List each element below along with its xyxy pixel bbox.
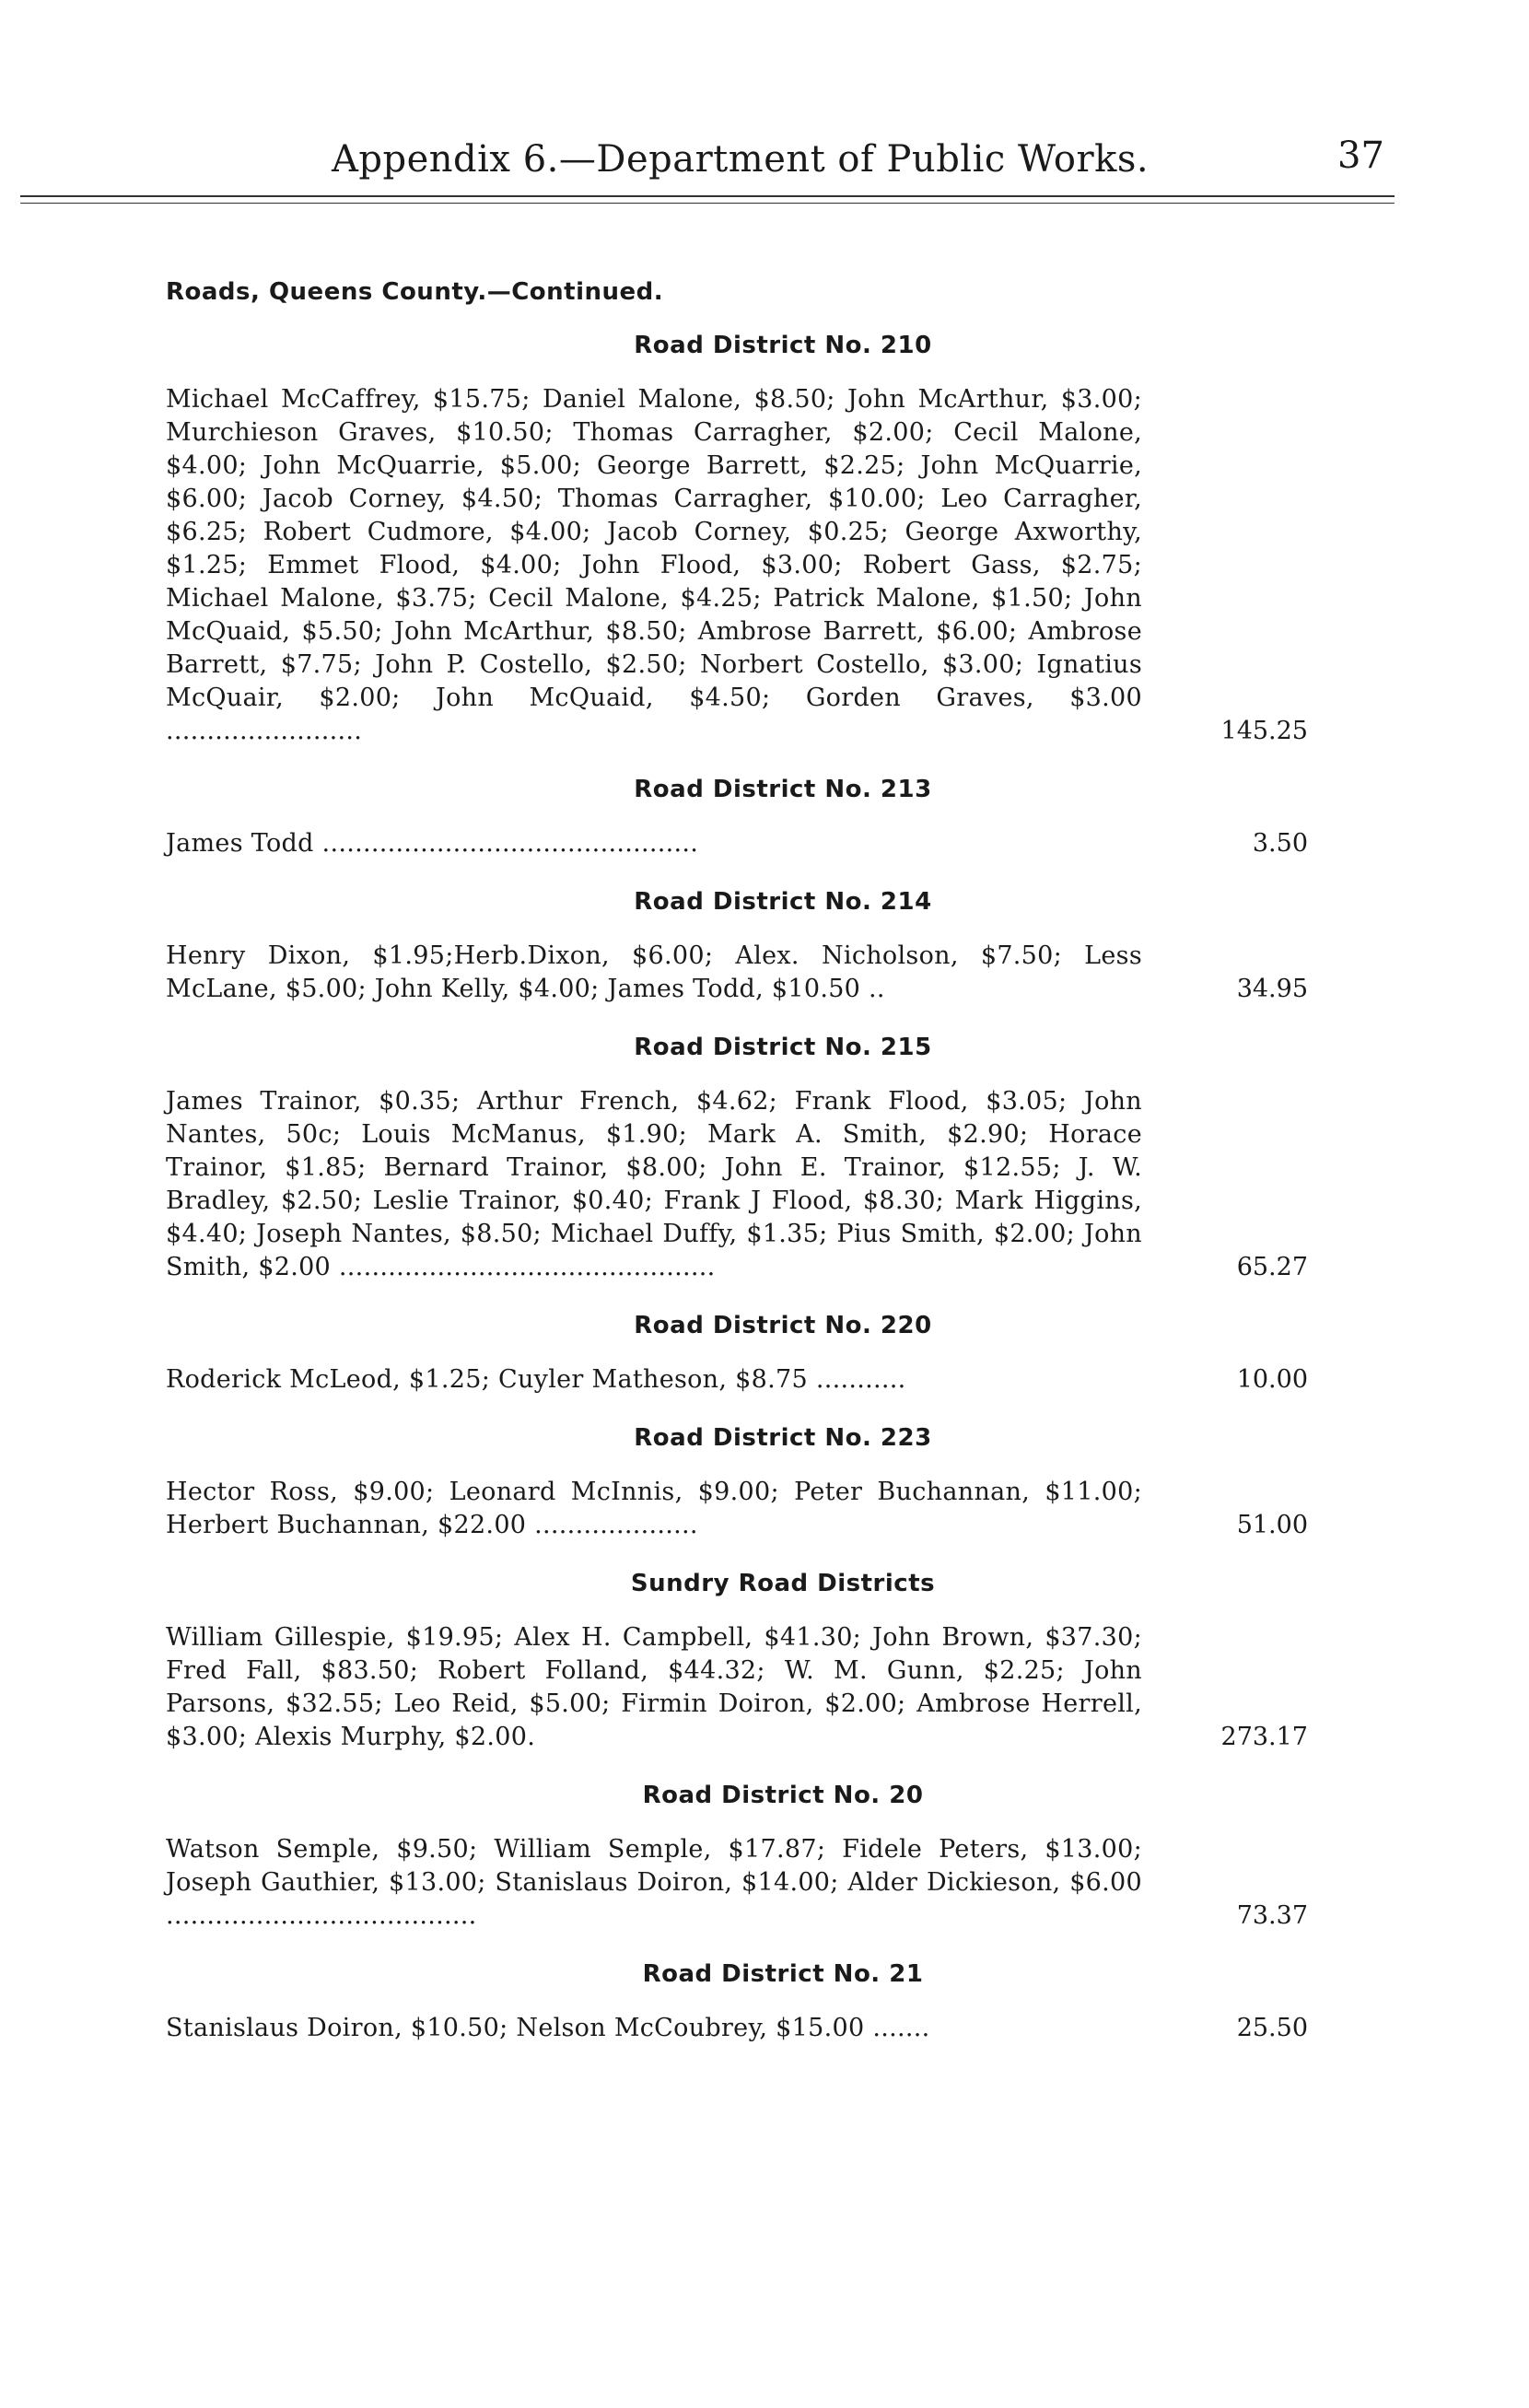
district-total: 65.27 (1236, 1253, 1308, 1281)
district-heading: Road District No. 215 (634, 1034, 932, 1061)
district-entry (166, 1621, 1317, 1754)
district-entry (166, 1833, 1317, 1933)
payee-list: Michael McCaffrey, $15.75; Daniel Malone, $8.50; John McArthur, $3.00; Murchieson Graves, $10.50; Thomas Carragher, $2.00; Cecil Malone, $4.00; John McQuarrie, $5.00; George Barrett, $2.25; John McQuarrie, $6.00; Jacob Corney, $4.50; Thomas Carragher, $10.00; Leo Carragher, $6.25; Robert Cudmore, $4.00; Jacob Corney, $0.25; George Axworthy, $1.25; Emmet Flood, $4.00; John Flood, $3.00; Robert Gass, $2.75; Michael Malone, $3.75; Cecil Malone, $4.25; Patrick Malone, $1.50; John McQuaid, $5.50; John McArthur, $8.50; Ambrose Barrett, $6.00; Ambrose Barrett, $7.75; John P. Costello, $2.50; Norbert Costello, $3.00; Ignatius McQuair, $2.00; John McQuaid, $4.50; Gorden Graves, $3.00 ........................ (166, 385, 1142, 745)
district-215 (166, 1034, 1317, 1284)
payee-list: Hector Ross, $9.00; Leonard McInnis, $9.00; Peter Buchannan, $11.00; Herbert Buchannan, $22.00 .................... (166, 1478, 1142, 1539)
section-title: Roads, Queens County.—Continued. (166, 278, 664, 306)
district-entry (166, 383, 1317, 748)
district-213 (166, 776, 1317, 860)
district-heading: Road District No. 220 (634, 1312, 932, 1339)
district-heading: Road District No. 213 (634, 776, 932, 803)
district-heading: Sundry Road Districts (630, 1570, 936, 1597)
district-total: 25.50 (1236, 2014, 1308, 2042)
district-entry (166, 1476, 1317, 1542)
district-heading: Road District No. 214 (634, 888, 932, 916)
district-21 (166, 1960, 1317, 2045)
header-rule (20, 195, 1395, 197)
payee-list: James Trainor, $0.35; Arthur French, $4.62; Frank Flood, $3.05; John Nantes, 50c; Louis McManus, $1.90; Mark A. Smith, $2.90; Horace Trainor, $1.85; Bernard Trainor, $8.00; John E. Trainor, $12.55; J. W. Bradley, $2.50; Leslie Trainor, $0.40; Frank J Flood, $8.30; Mark Higgins, $4.40; Joseph Nantes, $8.50; Michael Duffy, $1.35; Pius Smith, $2.00; John Smith, $2.00 .............................................. (166, 1087, 1142, 1281)
district-223 (166, 1424, 1317, 1542)
page-number: 37 (1337, 134, 1384, 177)
district-214 (166, 888, 1317, 1006)
payee-list: William Gillespie, $19.95; Alex H. Campbell, $41.30; John Brown, $37.30; Fred Fall, $83.50; Robert Folland, $44.32; W. M. Gunn, $2.25; John Parsons, $32.55; Leo Reid, $5.00; Firmin Doiron, $2.00; Ambrose Herrell, $3.00; Alexis Murphy, $2.00. (166, 1623, 1142, 1751)
district-20 (166, 1782, 1317, 1933)
district-total: 51.00 (1236, 1511, 1308, 1539)
district-total: 10.00 (1236, 1365, 1308, 1394)
payee-list: James Todd .............................................. (166, 829, 699, 858)
district-total: 73.37 (1236, 1901, 1308, 1930)
district-list (166, 332, 1317, 2073)
district-entry (166, 940, 1317, 1006)
district-total: 34.95 (1236, 975, 1308, 1003)
district-220 (166, 1312, 1317, 1397)
payee-list: Henry Dixon, $1.95;Herb.Dixon, $6.00; Alex. Nicholson, $7.50; Less McLane, $5.00; John Kelly, $4.00; James Todd, $10.50 .. (166, 941, 1142, 1003)
district-heading: Road District No. 210 (634, 332, 932, 359)
district-entry (166, 1085, 1317, 1284)
payee-list: Stanislaus Doiron, $10.50; Nelson McCoubrey, $15.00 ....... (166, 2014, 930, 2042)
district-total: 273.17 (1220, 1723, 1308, 1751)
district-entry (166, 2012, 1317, 2045)
district-heading: Road District No. 223 (634, 1424, 932, 1452)
district-210 (166, 332, 1317, 748)
district-heading: Road District No. 21 (642, 1960, 924, 1988)
district-entry (166, 1363, 1317, 1397)
payee-list: Watson Semple, $9.50; William Semple, $17.87; Fidele Peters, $13.00; Joseph Gauthier, $13.00; Stanislaus Doiron, $14.00; Alder Dickieson, $6.00 ...................................... (166, 1835, 1142, 1930)
payee-list: Roderick McLeod, $1.25; Cuyler Matheson, $8.75 ........... (166, 1365, 906, 1394)
header-rule-thin (20, 203, 1395, 204)
district-total: 145.25 (1220, 717, 1308, 745)
district-entry (166, 827, 1317, 860)
district-total: 3.50 (1252, 829, 1308, 858)
district-sundry (166, 1570, 1317, 1754)
running-head: Appendix 6.—Department of Public Works. (332, 138, 1150, 181)
district-heading: Road District No. 20 (642, 1782, 924, 1809)
